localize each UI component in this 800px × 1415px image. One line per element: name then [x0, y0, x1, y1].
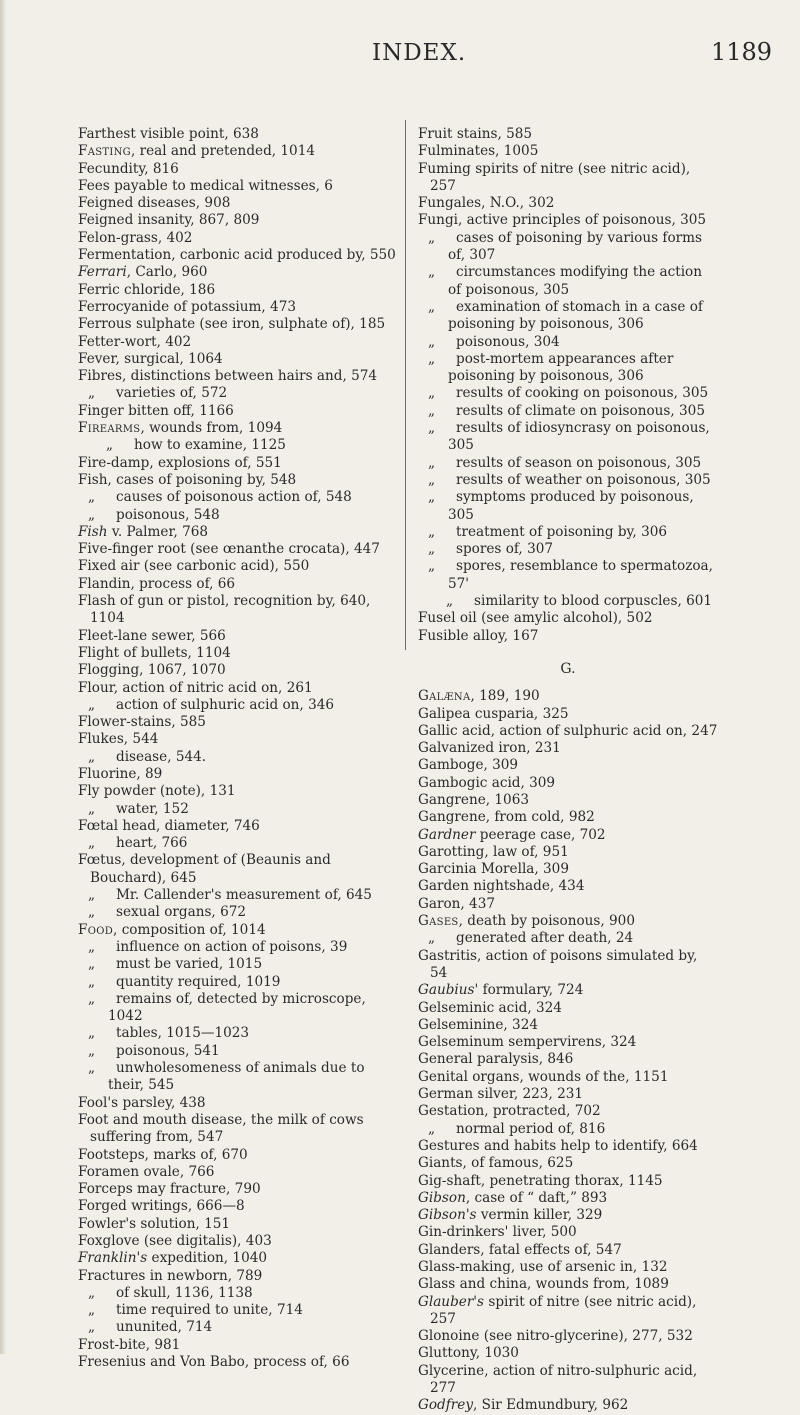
- index-entry: Frost-bite, 981: [78, 1336, 181, 1353]
- index-entry: „ quantity required, 1019: [88, 973, 281, 990]
- index-entry: Fly powder (note), 131: [78, 783, 236, 800]
- index-entry: Glauber's spirit of nitre (see nitric acid), 257: [418, 1293, 697, 1327]
- index-entry: „ ununited, 714: [88, 1319, 213, 1336]
- ditto-mark: „: [88, 990, 96, 1007]
- index-entry: Fish v. Palmer, 768: [78, 523, 209, 540]
- ditto-mark: „: [88, 1042, 96, 1059]
- index-entry: Fowler's solution, 151: [78, 1215, 231, 1232]
- index-entry: „ results of cooking on poisonous, 305: [428, 385, 709, 402]
- index-entry: Gelseminic acid, 324: [418, 999, 562, 1016]
- ditto-mark: „: [446, 593, 454, 610]
- page-title: INDEX.: [372, 40, 467, 66]
- index-entry: „ water, 152: [88, 800, 189, 817]
- index-entry: Galipea cusparia, 325: [418, 705, 569, 722]
- ditto-mark: „: [428, 229, 436, 246]
- index-entry: „ time required to unite, 714: [88, 1302, 303, 1319]
- index-entry: Feigned diseases, 908: [78, 195, 231, 212]
- index-entry: Gangrene, 1063: [418, 791, 530, 808]
- ditto-mark: „: [88, 385, 96, 402]
- ditto-mark: „: [88, 1302, 96, 1319]
- ditto-mark: „: [88, 887, 96, 904]
- index-entry: „ poisonous, 304: [428, 333, 560, 350]
- index-entry: Fœtus, development of (Beaunis and Bouchard), 645: [78, 852, 331, 886]
- index-entry: Flukes, 544: [78, 731, 159, 748]
- index-entry: Flower-stains, 585: [78, 714, 206, 731]
- index-entry: Flight of bullets, 1104: [78, 644, 231, 661]
- index-entry: „ examination of stomach in a case of poisoning by poisonous, 306: [428, 298, 703, 333]
- index-entry: Gastritis, action of poisons simulated by, 54: [418, 947, 698, 981]
- index-entry: Gamboge, 309: [418, 757, 519, 774]
- index-entry: Farthest visible point, 638: [78, 126, 259, 142]
- index-entry: Fusel oil (see amylic alcohol), 502: [418, 610, 653, 627]
- ditto-mark: „: [88, 956, 96, 973]
- ditto-mark: „: [428, 264, 436, 281]
- ditto-mark: „: [88, 748, 96, 765]
- index-entry: Gangrene, from cold, 982: [418, 809, 595, 826]
- index-entry: Fœtal head, diameter, 746: [78, 817, 260, 834]
- index-entry: Gig-shaft, penetrating thorax, 1145: [418, 1172, 663, 1189]
- index-entry: „ Mr. Callender's measurement of, 645: [88, 887, 372, 904]
- index-entry: „ normal period of, 816: [428, 1120, 606, 1137]
- index-entry: Ferrocyanide of potassium, 473: [78, 298, 297, 315]
- index-entry: Fruit stains, 585: [418, 126, 533, 142]
- index-entry: „ sexual organs, 672: [88, 904, 247, 921]
- index-section-f: [418, 126, 718, 645]
- ditto-mark: „: [428, 471, 436, 488]
- ditto-mark: „: [88, 696, 96, 713]
- index-entry: Fees payable to medical witnesses, 6: [78, 177, 333, 194]
- index-entry: „ symptoms produced by poisonous, 305: [428, 489, 694, 523]
- index-entry: „ circumstances modifying the action of poisonous, 305: [428, 264, 702, 298]
- ditto-mark: „: [88, 800, 96, 817]
- index-entry: Glonoine (see nitro-glycerine), 277, 532: [418, 1328, 693, 1345]
- index-entry: „ cases of poisoning by various forms of, 307: [428, 229, 702, 264]
- index-entry: Gases, death by poisonous, 900: [418, 913, 635, 930]
- ditto-mark: „: [428, 420, 436, 437]
- index-entry: Gaubius' formulary, 724: [418, 982, 584, 999]
- index-entry: General paralysis, 846: [418, 1051, 574, 1068]
- ditto-mark: „: [88, 904, 96, 921]
- index-entry: Fetter-wort, 402: [78, 333, 192, 350]
- index-entry: Feigned insanity, 867, 809: [78, 212, 260, 229]
- section-heading-g: G.: [560, 660, 576, 677]
- ditto-mark: „: [106, 437, 114, 454]
- index-entry: Fool's parsley, 438: [78, 1094, 206, 1111]
- index-entry: Fungi, active principles of poisonous, 305: [418, 212, 707, 229]
- index-entry: Gibson's vermin killer, 329: [418, 1207, 603, 1224]
- index-entry: „ influence on action of poisons, 39: [88, 938, 348, 955]
- index-entry: „ action of sulphuric acid on, 346: [88, 696, 335, 713]
- ditto-mark: „: [428, 523, 436, 540]
- index-entry: Fusible alloy, 167: [418, 627, 539, 644]
- index-entry: „ varieties of, 572: [88, 385, 228, 402]
- ditto-mark: „: [88, 835, 96, 852]
- index-entry: Gestation, protracted, 702: [418, 1103, 601, 1120]
- index-entry: Foxglove (see digitalis), 403: [78, 1233, 272, 1249]
- index-entry: Gambogic acid, 309: [418, 774, 556, 791]
- index-entry: Gardner peerage case, 702: [418, 826, 606, 843]
- ditto-mark: „: [88, 973, 96, 990]
- ditto-mark: „: [428, 385, 436, 402]
- index-entry: „ spores of, 307: [428, 541, 554, 558]
- index-entry: Giants, of famous, 625: [418, 1155, 574, 1172]
- index-column-right: [418, 126, 718, 1415]
- index-entry: „ unwholesomeness of animals due to their, 545: [88, 1060, 365, 1094]
- index-entry: Felon-grass, 402: [78, 229, 193, 246]
- index-entry: Gibson, case of “ daft,” 893: [418, 1189, 608, 1206]
- index-entry: Glass and china, wounds from, 1089: [418, 1276, 669, 1293]
- index-entry: „ results of climate on poisonous, 305: [428, 402, 705, 419]
- ditto-mark: „: [428, 454, 436, 471]
- index-entry: „ heart, 766: [88, 835, 188, 852]
- index-entry: „ causes of poisonous action of, 548: [88, 489, 352, 506]
- index-entry: German silver, 223, 231: [418, 1086, 584, 1103]
- ditto-mark: „: [428, 298, 436, 315]
- ditto-mark: „: [88, 1284, 96, 1301]
- index-entry: Foramen ovale, 766: [78, 1163, 215, 1180]
- index-entry: Forceps may fracture, 790: [78, 1181, 261, 1198]
- index-entry: Fixed air (see carbonic acid), 550: [78, 558, 310, 575]
- ditto-mark: „: [88, 506, 96, 523]
- ditto-mark: „: [428, 489, 436, 506]
- ditto-mark: „: [428, 1120, 436, 1137]
- index-entry: Flour, action of nitric acid on, 261: [78, 679, 313, 696]
- index-entry: Fasting, real and pretended, 1014: [78, 143, 316, 160]
- index-entry: „ similarity to blood corpuscles, 601: [446, 593, 713, 610]
- index-entry: Fish, cases of poisoning by, 548: [78, 471, 297, 488]
- index-section-g: [418, 688, 718, 1414]
- index-entry: „ results of idiosyncrasy on poisonous, 305: [428, 420, 710, 454]
- index-entry: Fractures in newborn, 789: [78, 1267, 263, 1284]
- page-number: 1189: [711, 38, 773, 66]
- index-entry: Flogging, 1067, 1070: [78, 662, 226, 679]
- ditto-mark: „: [428, 333, 436, 350]
- index-entry: „ post-mortem appearances after poisoning by poisonous, 306: [428, 350, 674, 385]
- index-entry: Galvanized iron, 231: [418, 740, 561, 757]
- index-entry: Foot and mouth disease, the milk of cows suffering from, 547: [78, 1111, 364, 1146]
- index-entry: Flash of gun or pistol, recognition by, 640, 1104: [78, 593, 371, 627]
- index-entry: Food, composition of, 1014: [78, 921, 266, 938]
- index-entry: Ferric chloride, 186: [78, 281, 216, 298]
- page-edge-shadow: [0, 0, 6, 1354]
- ditto-mark: „: [428, 541, 436, 558]
- index-entry: Gestures and habits help to identify, 664: [418, 1137, 698, 1154]
- index-entry: Garcinia Morella, 309: [418, 861, 569, 878]
- index-entry: Fulminates, 1005: [418, 143, 539, 160]
- index-entry: Gallic acid, action of sulphuric acid on, 247: [418, 722, 718, 739]
- index-entry: Glanders, fatal effects of, 547: [418, 1241, 622, 1258]
- ditto-mark: „: [88, 1025, 96, 1042]
- index-column-left: [78, 126, 398, 1371]
- column-divider: [405, 120, 406, 650]
- index-entry: Garon, 437: [418, 895, 495, 912]
- index-entry: „ remains of, detected by microscope, 1042: [88, 990, 366, 1025]
- index-entry: Five-finger root (see œnanthe crocata), 447: [78, 541, 380, 558]
- index-entry: Ferrous sulphate (see iron, sulphate of), 185: [78, 316, 386, 333]
- index-entry: „ treatment of poisoning by, 306: [428, 523, 668, 540]
- ditto-mark: „: [428, 350, 436, 367]
- index-entry: Finger bitten off, 1166: [78, 402, 234, 419]
- index-entry: „ spores, resemblance to spermatozoa, 57': [428, 558, 713, 592]
- index-entry: Forged writings, 666—8: [78, 1198, 245, 1215]
- index-entry: Fever, surgical, 1064: [78, 350, 223, 367]
- index-entry: „ generated after death, 24: [428, 930, 634, 947]
- index-entry: „ of skull, 1136, 1138: [88, 1284, 253, 1301]
- index-entry: Fluorine, 89: [78, 765, 163, 782]
- index-entry: Glycerine, action of nitro-sulphuric acid, 277: [418, 1362, 698, 1397]
- index-entry: Genital organs, wounds of the, 1151: [418, 1068, 669, 1085]
- ditto-mark: „: [88, 489, 96, 506]
- index-entry: „ poisonous, 548: [88, 506, 220, 523]
- ditto-mark: „: [428, 558, 436, 575]
- index-entry: „ poisonous, 541: [88, 1042, 220, 1059]
- index-entry: Fibres, distinctions between hairs and, 574: [78, 368, 378, 385]
- ditto-mark: „: [428, 930, 436, 947]
- index-entry: Firearms, wounds from, 1094: [78, 420, 283, 437]
- index-entry: Ferrari, Carlo, 960: [78, 264, 208, 281]
- index-entry: Fleet-lane sewer, 566: [78, 627, 226, 644]
- index-entry: „ tables, 1015—1023: [88, 1025, 250, 1042]
- index-entry: Godfrey, Sir Edmundbury, 962: [418, 1397, 629, 1414]
- index-entry: Fermentation, carbonic acid produced by, 550: [78, 247, 396, 264]
- index-entry: Fuming spirits of nitre (see nitric acid), 257: [418, 160, 691, 194]
- index-entry: Gelseminine, 324: [418, 1016, 539, 1033]
- page-header: [0, 22, 800, 66]
- index-entry: Flandin, process of, 66: [78, 575, 236, 592]
- index-entry: Gluttony, 1030: [418, 1345, 519, 1362]
- index-entry: Gin-drinkers' liver, 500: [418, 1224, 577, 1241]
- index-entry: Garotting, law of, 951: [418, 843, 569, 860]
- ditto-mark: „: [428, 402, 436, 419]
- index-entry: Fungales, N.O., 302: [418, 195, 555, 212]
- index-entry: Fire-damp, explosions of, 551: [78, 454, 282, 471]
- ditto-mark: „: [88, 938, 96, 955]
- index-entry: „ results of season on poisonous, 305: [428, 454, 702, 471]
- index-entry: „ disease, 544.: [88, 748, 207, 765]
- index-entry: Gelseminum sempervirens, 324: [418, 1034, 637, 1051]
- index-entry: Fresenius and Von Babo, process of, 66: [78, 1354, 350, 1371]
- index-entry: Footsteps, marks of, 670: [78, 1146, 248, 1163]
- index-entry: „ must be varied, 1015: [88, 956, 263, 973]
- ditto-mark: „: [88, 1060, 96, 1077]
- index-entry: „ results of weather on poisonous, 305: [428, 471, 711, 488]
- index-entry: Galæna, 189, 190: [418, 688, 540, 705]
- index-entry: Garden nightshade, 434: [418, 878, 585, 895]
- ditto-mark: „: [88, 1319, 96, 1336]
- index-entry: „ how to examine, 1125: [106, 437, 286, 454]
- index-entry: Fecundity, 816: [78, 160, 179, 177]
- index-entry: Glass-making, use of arsenic in, 132: [418, 1259, 668, 1275]
- index-entry: Franklin's expedition, 1040: [78, 1250, 268, 1267]
